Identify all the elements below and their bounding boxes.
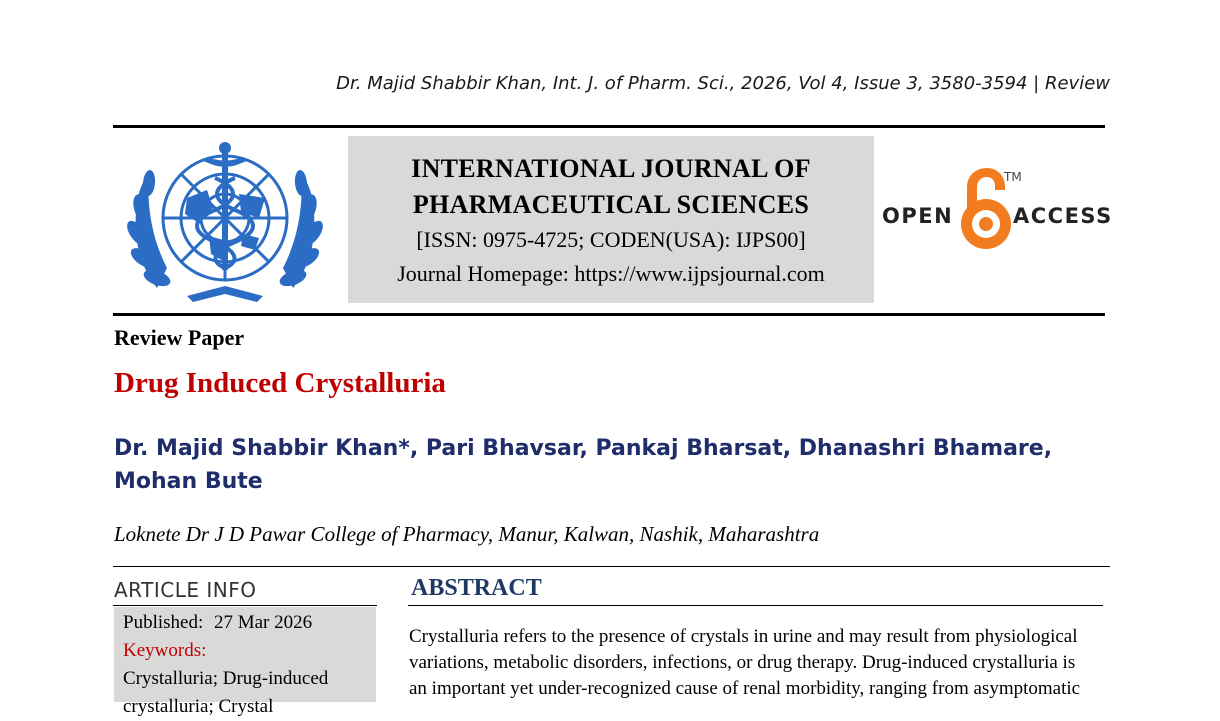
published-label: Published: xyxy=(123,612,204,633)
keywords-line2: crystalluria; Crystal xyxy=(123,696,274,717)
journal-title-line1: INTERNATIONAL JOURNAL OF xyxy=(411,154,811,183)
journal-title-line2: PHARMACEUTICAL SCIENCES xyxy=(412,190,810,219)
published-row xyxy=(123,609,376,637)
globe-caduceus-emblem-icon xyxy=(127,138,323,306)
trademark-label: TM xyxy=(1004,170,1022,184)
abstract-line3: an important yet under-recognized cause of renal morbidity, ranging from asymptomatic xyxy=(409,678,1081,699)
keywords-label: Keywords: xyxy=(123,640,207,661)
open-access-logo xyxy=(880,168,1113,254)
journal-title xyxy=(348,151,874,223)
article-info-heading: ARTICLE INFO xyxy=(114,578,257,602)
homepage-line[interactable]: Journal Homepage: https://www.ijpsjournal.com xyxy=(397,261,825,286)
running-head: Dr. Majid Shabbir Khan, Int. J. of Pharm. Sci., 2026, Vol 4, Issue 3, 3580-3594 | Review xyxy=(336,73,1110,94)
journal-masthead xyxy=(348,136,874,303)
paper-title: Drug Induced Crystalluria xyxy=(114,367,446,399)
keywords-line1: Crystalluria; Drug-induced xyxy=(123,668,329,689)
issn-line: [ISSN: 0975-4725; CODEN(USA): IJPS00] xyxy=(416,227,806,252)
abstract-line2: variations, metabolic disorders, infections, or drug therapy. Drug-induced crystalluria is xyxy=(409,652,1076,673)
author-list xyxy=(114,432,1074,498)
published-date: 27 Mar 2026 xyxy=(213,612,313,633)
open-access-open-text: OPEN xyxy=(882,204,954,228)
open-access-access-text: ACCESS xyxy=(1013,204,1113,228)
header-bottom-rule xyxy=(113,313,1105,316)
authors-line1: Dr. Majid Shabbir Khan*, Pari Bhavsar, Pankaj Bharsat, Dhanashri Bhamare, xyxy=(114,436,1053,461)
abstract-line1: Crystalluria refers to the presence of crystals in urine and may result from physiological xyxy=(409,626,1078,647)
affiliation: Loknete Dr J D Pawar College of Pharmacy, Manur, Kalwan, Nashik, Maharashtra xyxy=(114,522,820,546)
abstract-rule xyxy=(408,605,1103,606)
authors-line2: Mohan Bute xyxy=(114,469,263,494)
section-divider xyxy=(113,566,1110,567)
header-top-rule xyxy=(113,125,1105,128)
abstract-body xyxy=(409,624,1107,702)
abstract-heading: ABSTRACT xyxy=(411,575,542,601)
article-info-rule xyxy=(113,605,377,606)
article-info-box xyxy=(114,607,376,717)
paper-type: Review Paper xyxy=(114,325,245,350)
